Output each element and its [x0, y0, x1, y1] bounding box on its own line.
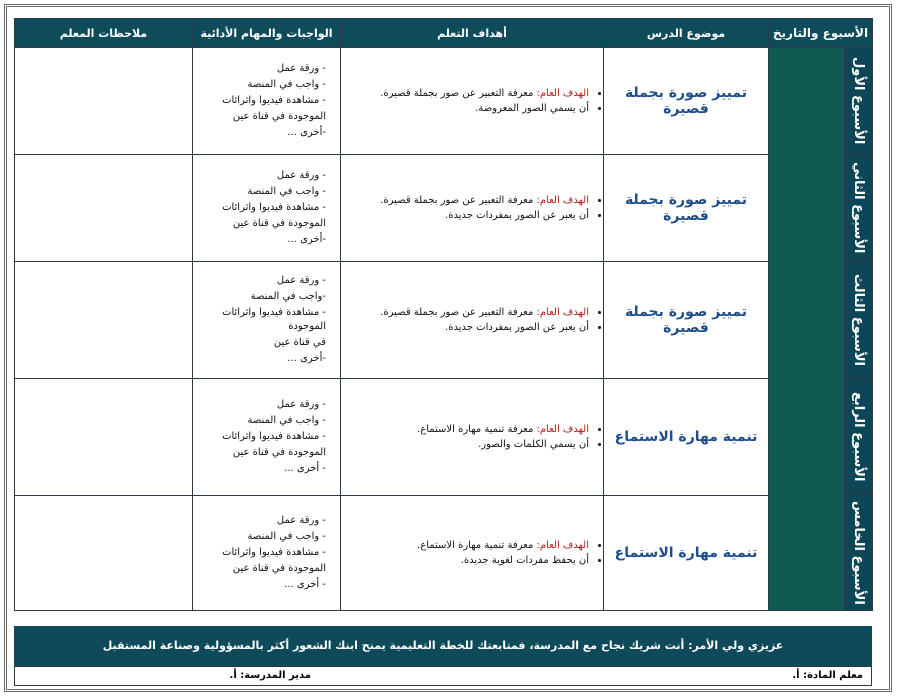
week-label: الأسبوع الرابع [851, 392, 867, 482]
tasks-cell [193, 155, 341, 262]
table-row [15, 379, 873, 496]
topic-cell: تمييز صورة بجملة قصيرة [604, 262, 769, 379]
task-item: - مشاهدة فيديوا واثرائات [222, 547, 326, 558]
table-row [15, 48, 873, 155]
goal-label: الهدف العام: [536, 424, 589, 435]
table-row [15, 496, 873, 611]
goal-item: • أن يحفظ مفردات لغوية جديدة. [341, 555, 589, 566]
tasks-header: الواجبات والمهام الأدائية [193, 19, 341, 48]
goal-item: • أن يعبر عن الصور بمفردات جديدة. [341, 210, 589, 221]
task-item: - ورقة عمل [276, 515, 326, 526]
week-cell [845, 496, 873, 611]
task-item: - أخرى ... [284, 463, 326, 474]
notes-cell [15, 262, 193, 379]
goal-item [341, 424, 589, 435]
goal-label: الهدف العام: [536, 307, 589, 318]
task-item: -أخرى ... [287, 127, 326, 138]
week-cell [845, 155, 873, 262]
notes-header: ملاحظات المعلم [15, 19, 193, 48]
task-item: - واجب في المنصة [247, 531, 326, 542]
goal-text: معرفة التعبير عن صور بجملة قصيرة. [380, 195, 537, 206]
task-item: - أخرى ... [284, 579, 326, 590]
tasks-cell [193, 262, 341, 379]
topic-header: موضوع الدرس [604, 19, 769, 48]
notes-cell [15, 379, 193, 496]
task-item: - ورقة عمل [276, 63, 326, 74]
goal-item: • أن يسمي الكلمات والصور. [341, 439, 589, 450]
lesson-plan-table [14, 18, 873, 611]
goal-text: معرفة التعبير عن صور بجملة قصيرة. [380, 307, 537, 318]
task-item: - مشاهدة فيديوا واثرائات [222, 95, 326, 106]
task-item: - واجب في المنصة [247, 186, 326, 197]
week-label: الأسبوع الأول [851, 57, 867, 145]
task-item: -واجب في المنصة [250, 291, 326, 302]
goals-cell [341, 48, 604, 155]
goal-label: الهدف العام: [536, 88, 589, 99]
lesson-plan [14, 14, 886, 686]
header-row [15, 19, 873, 48]
goal-text: معرفة تنمية مهارة الاستماع. [417, 424, 537, 435]
goal-item [341, 540, 589, 551]
week-label: الأسبوع الخامس [851, 501, 867, 605]
tasks-cell [193, 496, 341, 611]
goal-text: معرفة تنمية مهارة الاستماع. [417, 540, 537, 551]
task-item: - واجب في المنصة [247, 79, 326, 90]
principal-label: مدير المدرسة: أ. [229, 670, 311, 681]
goals-cell [341, 379, 604, 496]
task-item: - مشاهدة فيديوا واثرائات [222, 431, 326, 442]
notes-cell [15, 496, 193, 611]
task-item: - ورقة عمل [276, 275, 326, 286]
subject-teacher-label: معلم المادة: أ. [792, 670, 863, 681]
week-label: الأسبوع الثاني [851, 162, 867, 254]
table-row [15, 155, 873, 262]
goals-header: أهداف التعلم [341, 19, 604, 48]
parent-message-banner: عزيزي ولي الأمر: أنت شريك نجاح مع المدرسة، فمتابعتك للخطة التعليمية يمنح ابنك الشعور أكثر بالمسؤولية وصناعة المستقبل [14, 626, 872, 666]
goals-cell [341, 496, 604, 611]
task-item: الموجودة في قناة عين [232, 447, 326, 458]
task-item: الموجودة في قناة عين [232, 111, 326, 122]
goal-item: • أن يسمي الصور المعروضة. [341, 103, 589, 114]
goals-cell [341, 262, 604, 379]
goal-label: الهدف العام: [536, 195, 589, 206]
topic-cell: تنمية مهارة الاستماع [604, 496, 769, 611]
topic-cell: تنمية مهارة الاستماع [604, 379, 769, 496]
goal-item: • أن يعبر عن الصور بمفردات جديدة. [341, 322, 589, 333]
tasks-cell [193, 379, 341, 496]
goal-item [341, 195, 589, 206]
week-label: الأسبوع الثالث [851, 274, 867, 366]
week-cell [845, 379, 873, 496]
goal-text: معرفة التعبير عن صور بجملة قصيرة. [380, 88, 537, 99]
task-item: - واجب في المنصة [247, 415, 326, 426]
task-item: -أخرى ... [287, 234, 326, 245]
week-date-header: الأسبوع والتاريخ [769, 19, 873, 48]
task-item: الموجودة في قناة عين [232, 563, 326, 574]
goal-item [341, 88, 589, 99]
week-cell [845, 48, 873, 155]
notes-cell [15, 155, 193, 262]
task-item: -أخرى ... [287, 353, 326, 364]
notes-cell [15, 48, 193, 155]
task-item: - ورقة عمل [276, 399, 326, 410]
goals-cell [341, 155, 604, 262]
goal-label: الهدف العام: [536, 540, 589, 551]
tasks-cell [193, 48, 341, 155]
week-cell [845, 262, 873, 379]
date-cell [769, 48, 845, 611]
task-item: - مشاهدة فيديوا واثرائات [222, 202, 326, 213]
topic-cell: تمييز صورة بجملة قصيرة [604, 48, 769, 155]
goal-item [341, 307, 589, 318]
signature-footer [14, 666, 872, 686]
table-row [15, 262, 873, 379]
task-item: - مشاهدة فيديوا واثرائات الموجودة [222, 307, 326, 332]
task-item: الموجودة في قناة عين [232, 218, 326, 229]
topic-cell: تمييز صورة بجملة قصيرة [604, 155, 769, 262]
task-item: - ورقة عمل [276, 170, 326, 181]
task-item: في قناة عين [273, 337, 326, 348]
